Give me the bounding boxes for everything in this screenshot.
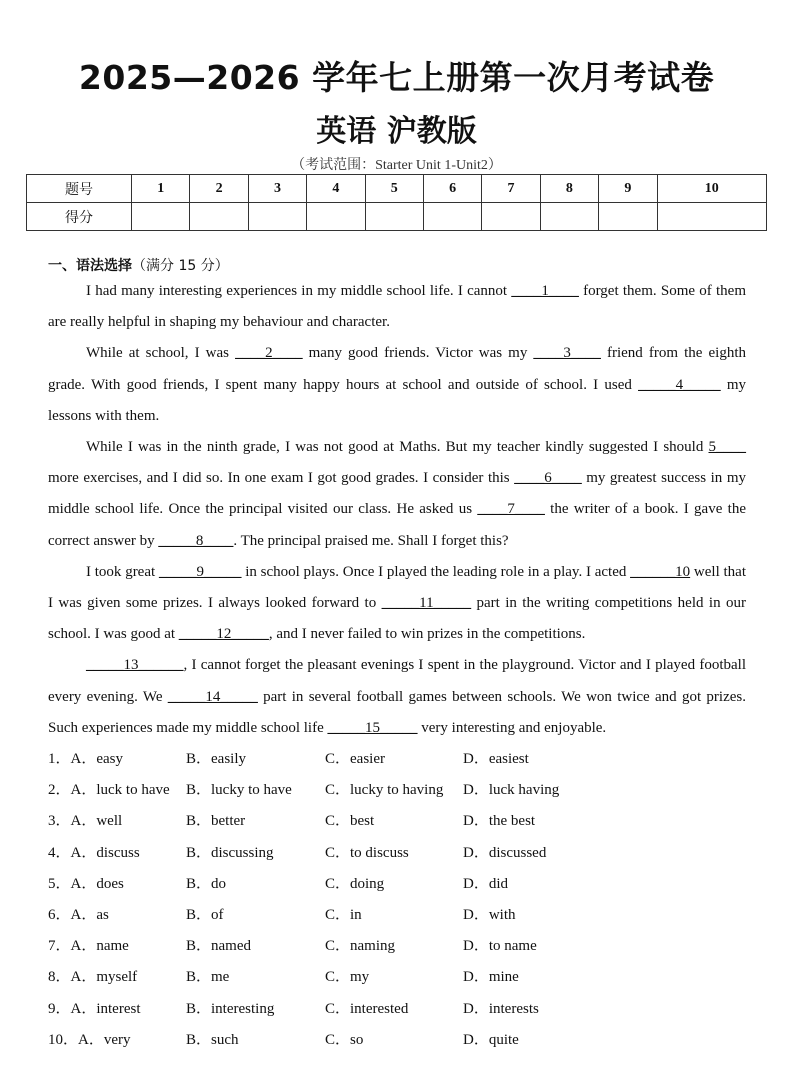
- blank-8: _____8____: [158, 532, 234, 549]
- passage-text: many good friends. Victor was my: [302, 345, 534, 362]
- option-d: D．luck having: [463, 782, 560, 799]
- col-number: 5: [365, 175, 423, 203]
- blank-1: ____1____: [511, 283, 579, 299]
- option-d: D．to name: [463, 938, 537, 955]
- blank-13: _____13______: [86, 657, 184, 674]
- question-6: [48, 900, 748, 931]
- score-cell[interactable]: [248, 203, 306, 231]
- passage-text: in school plays. Once I played the leading role in a play. I acted: [241, 563, 631, 580]
- score-cell[interactable]: [657, 203, 766, 231]
- exam-subtitle: 英语 沪教版: [316, 114, 477, 149]
- col-number: 3: [248, 175, 306, 203]
- option-a: 7．A．name: [48, 938, 129, 955]
- score-cell[interactable]: [482, 203, 540, 231]
- col-number: 7: [482, 175, 540, 203]
- question-4: [48, 838, 748, 869]
- exam-title: 2025—2026 学年七上册第一次月考试卷: [78, 58, 715, 97]
- option-c: C．interested: [325, 1000, 409, 1017]
- score-cell[interactable]: [132, 203, 190, 231]
- option-b: B．me: [186, 969, 230, 986]
- paragraph-1: [48, 276, 746, 338]
- option-c: C．naming: [325, 938, 395, 955]
- question-10: [48, 1025, 748, 1056]
- option-a: 3．A．well: [48, 813, 123, 830]
- blank-9: _____9_____: [158, 563, 242, 580]
- option-d: D．the best: [463, 813, 536, 830]
- blank-7: ____7____: [477, 501, 545, 518]
- passage-text: I took great: [86, 563, 159, 580]
- blank-15: _____15_____: [327, 719, 418, 736]
- option-b: B．better: [186, 813, 246, 830]
- score-table-score-row: [27, 203, 767, 231]
- option-c: C．my: [325, 969, 370, 986]
- paragraph-3: [48, 432, 746, 557]
- score-cell[interactable]: [423, 203, 481, 231]
- option-d: D．easiest: [463, 751, 529, 767]
- passage: [48, 276, 746, 744]
- question-8: [48, 962, 748, 993]
- passage-text: . The principal praised me. Shall I forget this?: [233, 532, 509, 549]
- passage-text: very interesting and enjoyable.: [417, 719, 607, 736]
- option-b: B．easily: [186, 751, 246, 767]
- passage-text: While I was in the ninth grade, I was not good at Maths. But my teacher kindly suggested I should: [86, 439, 709, 456]
- passage-text: While at school, I was: [86, 345, 236, 362]
- option-c: C．easier: [325, 751, 385, 767]
- option-b: B．discussing: [186, 844, 274, 861]
- option-a: 8．A．myself: [48, 969, 138, 986]
- col-number: 6: [423, 175, 481, 203]
- score-cell[interactable]: [365, 203, 423, 231]
- option-b: B．interesting: [186, 1000, 275, 1017]
- blank-6: ____6____: [514, 470, 582, 487]
- score-cell[interactable]: [190, 203, 248, 231]
- blank-2: ____2____: [235, 345, 303, 362]
- blank-12: _____12_____: [178, 626, 269, 643]
- option-b: B．such: [186, 1031, 239, 1048]
- blank-4: _____4_____: [638, 376, 721, 393]
- exam-scope: （考试范围：Starter Unit 1-Unit2）: [291, 158, 502, 173]
- passage-text: part in the writing competitions held in our school. I was good at: [48, 595, 746, 643]
- passage-text: my greatest success in my middle school life. Once the principal visited our class. He asked us: [48, 470, 746, 518]
- blank-5: 5____: [708, 439, 746, 456]
- option-c: C．in: [325, 906, 362, 923]
- section-title: 一、语法选择: [48, 258, 132, 274]
- passage-text: , and I never failed to win prizes in the competitions.: [268, 626, 586, 643]
- passage-text: I had many interesting experiences in my middle school life. I cannot: [86, 283, 512, 299]
- col-number: 9: [599, 175, 657, 203]
- answer-options: [48, 744, 748, 1056]
- question-1: [48, 744, 748, 775]
- option-c: C．to discuss: [325, 844, 409, 861]
- question-5: [48, 869, 748, 900]
- col-number: 1: [132, 175, 190, 203]
- passage-text: part in several football games between schools. We won twice and got prizes. Such experiences made my middle school life: [48, 688, 746, 736]
- passage-text: my lessons with them.: [48, 376, 746, 424]
- option-a: 1．A．easy: [48, 751, 123, 767]
- passage-text: , I cannot forget the pleasant evenings I spent in the playground. Victor and I played football every evening. We: [48, 657, 746, 705]
- option-b: B．lucky to have: [186, 782, 292, 799]
- question-7: [48, 931, 748, 962]
- score-label: 得分: [27, 203, 132, 231]
- option-d: D．did: [463, 875, 509, 892]
- question-9: [48, 994, 748, 1025]
- option-d: D．mine: [463, 969, 519, 986]
- score-cell[interactable]: [540, 203, 598, 231]
- option-a: 10．A．very: [48, 1031, 131, 1048]
- blank-3: ____3____: [533, 345, 601, 362]
- option-a: 2．A．luck to have: [48, 782, 170, 799]
- section-heading: [48, 255, 229, 275]
- option-a: 9．A．interest: [48, 1000, 141, 1017]
- option-c: C．best: [325, 813, 375, 830]
- paragraph-2: [48, 338, 746, 432]
- option-d: D．interests: [463, 1000, 539, 1017]
- question-2: [48, 775, 748, 806]
- paragraph-4: [48, 557, 746, 651]
- option-b: B．do: [186, 875, 227, 892]
- option-c: C．so: [325, 1031, 364, 1048]
- passage-text: more exercises, and I did so. In one exam I got good grades. I consider this: [48, 470, 515, 487]
- option-c: C．lucky to having: [325, 782, 444, 799]
- option-c: C．doing: [325, 875, 385, 892]
- question-number-label: 题号: [27, 175, 132, 203]
- col-number: 4: [307, 175, 365, 203]
- option-d: D．discussed: [463, 844, 547, 861]
- col-number: 2: [190, 175, 248, 203]
- passage-text: friend from the eighth grade. With good friends, I spent many happy hours at school and outside of school. I used: [48, 345, 746, 393]
- paragraph-5: [48, 650, 746, 744]
- option-a: 5．A．does: [48, 875, 124, 892]
- option-a: 6．A．as: [48, 906, 109, 923]
- score-cell[interactable]: [307, 203, 365, 231]
- option-d: D．with: [463, 906, 516, 923]
- score-table-header-row: [27, 175, 767, 203]
- passage-text: well that I was given some prizes. I always looked forward to: [48, 563, 746, 612]
- col-number: 10: [657, 175, 766, 203]
- score-table: [26, 174, 767, 231]
- question-3: [48, 806, 748, 837]
- option-b: B．named: [186, 938, 251, 955]
- blank-11: _____11_____: [381, 595, 472, 612]
- option-d: D．quite: [463, 1031, 519, 1048]
- blank-10: ______10: [630, 563, 691, 580]
- option-b: B．of: [186, 906, 224, 923]
- option-a: 4．A．discuss: [48, 844, 140, 861]
- blank-14: _____14_____: [167, 688, 258, 705]
- section-points: （满分 15 分）: [132, 258, 229, 274]
- passage-text: the writer of a book. I gave the correct answer by: [48, 501, 746, 549]
- score-cell[interactable]: [599, 203, 657, 231]
- passage-text: forget them. Some of them are really helpful in shaping my behaviour and character.: [48, 283, 746, 331]
- col-number: 8: [540, 175, 598, 203]
